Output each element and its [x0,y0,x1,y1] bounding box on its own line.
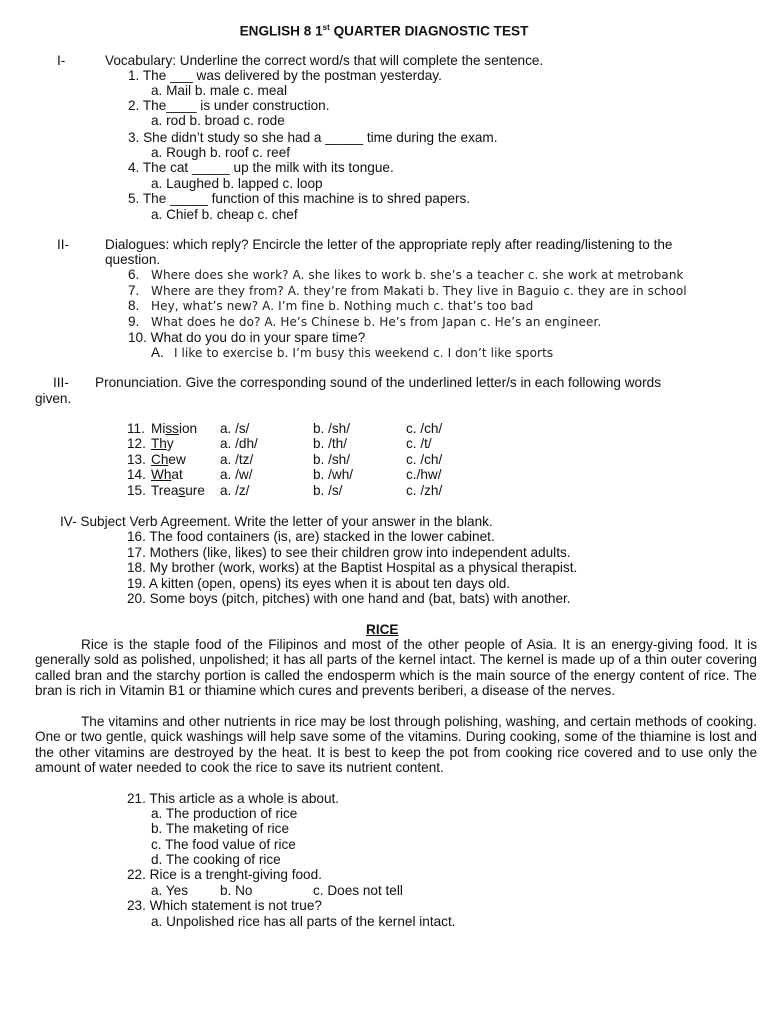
dialogue-8: Hey, what’s new? A. I’m fine b. Nothing much c. that’s too bad [151,299,534,313]
section-3-heading: Pronunciation. Give the corresponding sound of the underlined letter/s in each following words [95,375,661,390]
target-word: Mission [151,421,198,436]
choice-b: b. /th/ [313,436,348,451]
dialogue-9: What does he do? A. He’s Chinese b. He’s from Japan c. He’s an engineer. [151,315,602,329]
dialogue-7-number: 7. [128,283,140,298]
sva-item-18: 18. My brother (work, works) at the Baptist Hospital as a physical therapist. [127,560,578,575]
choice-c: c. /t/ [406,436,432,451]
item-number: 12. [127,436,146,451]
question-21-choice-a: a. The production of rice [151,806,298,821]
sva-item-20: 20. Some boys (pitch, pitches) with one hand and (bat, bats) with another. [127,591,571,606]
question-22: 22. Rice is a trenght-giving food. [127,867,322,882]
target-word: Chew [151,452,186,467]
dialogue-7: Where are they from? A. they’re from Makati b. They live in Baguio c. they are in school [151,284,687,298]
dialogue-6: Where does she work? A. she likes to work b. she’s a teacher c. she work at metrobank [151,268,684,282]
choice-a: a. /z/ [220,483,250,498]
choice-a: a. /tz/ [220,452,254,467]
choice-a: a. /s/ [220,421,250,436]
section-4-heading: IV- Subject Verb Agreement. Write the letter of your answer in the blank. [60,514,493,529]
choice-c: c. /ch/ [406,452,443,467]
answer-4: a. Laughed b. lapped c. loop [151,176,323,191]
question-5: 5. The _____ function of this machine is to shred papers. [128,191,471,206]
choice-a: a. /dh/ [220,436,258,451]
test-title: ENGLISH 8 1st QUARTER DIAGNOSTIC TEST [239,23,529,39]
choice-b: b. /sh/ [313,452,351,467]
passage-paragraph-1: Rice is the staple food of the Filipinos and most of the other people of Asia. It is an energy-giving food. It is generally sold as polished, unpolished; it has all parts of the kernel intact. The kernel is made up of a thin outer covering called bran and the starchy portion is called the endosperm which is the main source of the energy content of rice. The bran is rich in Vitamin B1 or thiamine which cures and prevents beriberi, a disease of the nerves. [35,637,757,698]
item-number: 14. [127,467,146,482]
dialogue-6-number: 6. [128,267,140,282]
choice-c: c. /zh/ [406,483,443,498]
dialogue-10-letter: A. [151,345,164,360]
question-22-choice-a: a. Yes [151,883,189,898]
question-22-choice-c: c. Does not tell [313,883,403,898]
choice-b: b. /sh/ [313,421,351,436]
passage-title: RICE [366,622,399,637]
question-21-choice-b: b. The maketing of rice [151,821,290,836]
choice-b: b. /s/ [313,483,343,498]
dialogue-9-number: 9. [128,314,140,329]
item-number: 15. [127,483,146,498]
choice-b: b. /wh/ [313,467,354,482]
answer-1: a. Mail b. male c. meal [151,83,287,98]
section-1-numeral: I- [57,53,66,68]
question-2: 2. The____ is under construction. [128,98,330,113]
question-22-choice-b: b. No [220,883,253,898]
choice-a: a. /w/ [220,467,253,482]
dialogue-10: 10. What do you do in your spare time? [128,330,366,345]
section-2-heading: Dialogues: which reply? Encircle the letter of the appropriate reply after reading/listening to the [105,237,673,252]
passage-paragraph-2: The vitamins and other nutrients in rice may be lost through polishing, washing, and certain methods of cooking. One or two gentle, quick washings will help save some of the vitamins. During cooking, some of the thiamine is lost and the other vitamins are destroyed by the heat. It is best to keep the pot from cooking rice covered and to use only the amount of water needed to cook the rice to save its nutrient content. [35,714,757,775]
answer-5: a. Chief b. cheap c. chef [151,207,298,222]
question-1: 1. The ___ was delivered by the postman yesterday. [128,68,442,83]
item-number: 11. [127,421,145,436]
question-23-choice-a: a. Unpolished rice has all parts of the kernel intact. [151,914,456,929]
target-word: Thy [151,436,174,451]
question-21-choice-d: d. The cooking of rice [151,852,281,867]
dialogue-8-number: 8. [128,298,140,313]
item-number: 13. [127,452,146,467]
sva-item-17: 17. Mothers (like, likes) to see their children grow into independent adults. [127,545,571,560]
question-21: 21. This article as a whole is about. [127,791,340,806]
answer-3: a. Rough b. roof c. reef [151,145,291,160]
sva-item-16: 16. The food containers (is, are) stacked in the lower cabinet. [127,529,495,544]
section-3-heading-cont: given. [35,391,72,406]
choice-c: c./hw/ [406,467,442,482]
question-23: 23. Which statement is not true? [127,898,322,913]
section-1-heading: Vocabulary: Underline the correct word/s that will complete the sentence. [105,53,544,68]
choice-c: c. /ch/ [406,421,443,436]
dialogue-10-answer: I like to exercise b. I’m busy this weekend c. I don’t like sports [174,346,554,360]
target-word: Treasure [151,483,205,498]
answer-2: a. rod b. broad c. rode [151,113,285,128]
target-word: What [151,467,183,482]
question-4: 4. The cat _____ up the milk with its tongue. [128,160,394,175]
question-21-choice-c: c. The food value of rice [151,837,296,852]
question-3: 3. She didn’t study so she had a _____ time during the exam. [128,130,498,145]
section-3-numeral: III- [53,375,69,390]
sva-item-19: 19. A kitten (open, opens) its eyes when it is about ten days old. [127,576,511,591]
section-2-heading-cont: question. [105,252,161,267]
section-2-numeral: II- [57,237,70,252]
